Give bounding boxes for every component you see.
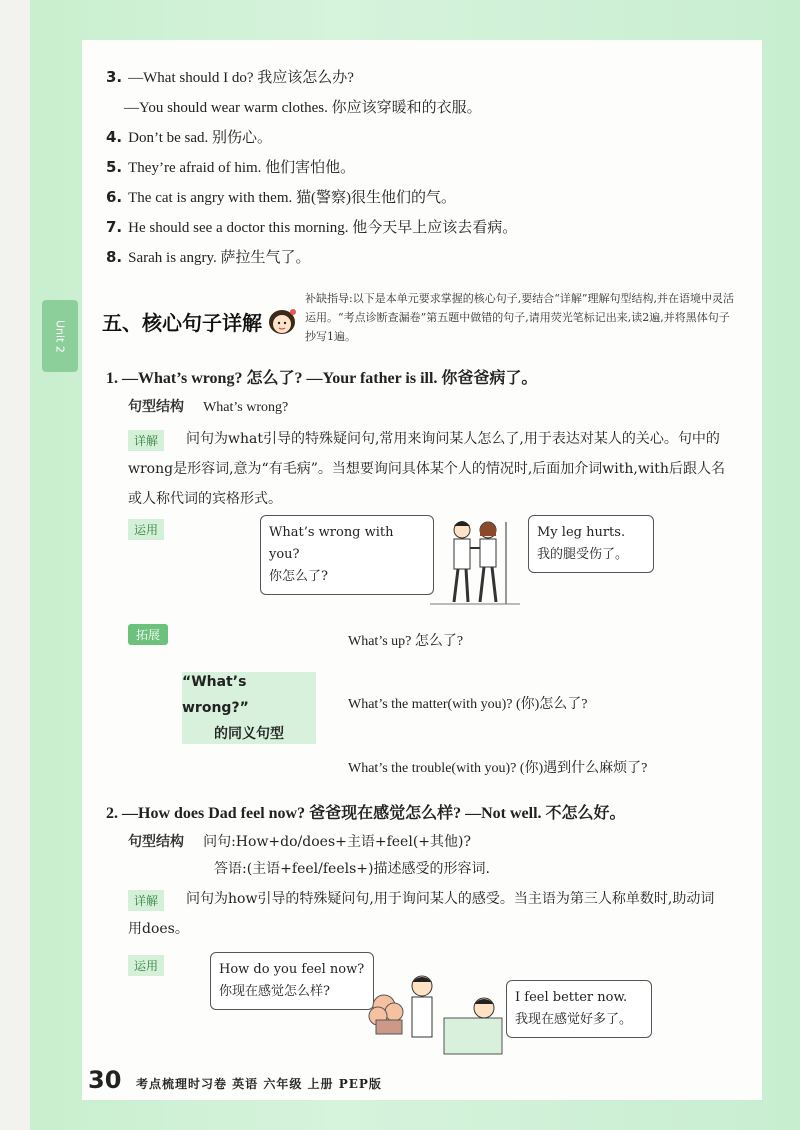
synonym-box — [182, 672, 316, 744]
q2-bubble-left-cn: 你现在感觉怎么样? — [219, 984, 330, 999]
q2-bubble-right-cn: 我现在感觉好多了。 — [515, 1012, 633, 1027]
synonym-box-line2: 的同义句型 — [214, 726, 284, 742]
synonym-1: What’s up? 怎么了? — [348, 634, 464, 649]
visiting-patient-illustration — [364, 968, 504, 1062]
synonym-2: What’s the matter(with you)? (你)怎么了? — [348, 697, 588, 712]
q1-structure-label: 句型结构 — [128, 399, 184, 415]
q2-detail-label: 详解 — [128, 890, 164, 911]
q1-structure: What’s wrong? — [203, 400, 289, 415]
sentence-number: 8. — [106, 248, 123, 266]
sentence-text: The cat is angry with them. 猫(警察)很生他们的气。 — [128, 190, 457, 206]
footer-book-title: 考点梳理时习卷 英语 六年级 上册 PEP版 — [136, 1077, 382, 1091]
boy-girl-injured-leg-illustration — [430, 512, 520, 612]
sentence-text: Don’t be sad. 别伤心。 — [128, 130, 273, 146]
synonym-box-line1: “What’s wrong?” — [182, 674, 249, 716]
q1-bubble-left-cn: 你怎么了? — [269, 569, 328, 584]
sentence-text: He should see a doctor this morning. 他今天早上应该去看病。 — [128, 220, 518, 236]
q1-bubble-right — [528, 515, 654, 573]
sentence-item — [124, 96, 482, 117]
q2-structure-question: 问句:How+do/does+主语+feel(+其他)? — [203, 834, 471, 850]
q2-structure-answer: 答语:(主语+feel/feels+)描述感受的形容词. — [214, 861, 490, 877]
sentence-text: —You should wear warm clothes. 你应该穿暖和的衣服。 — [124, 100, 482, 116]
unit-side-tab: Unit 2 — [42, 300, 78, 372]
q1-usage-label: 运用 — [128, 519, 164, 540]
sentence-number: 5. — [106, 158, 123, 176]
sentence-number: 3. — [106, 68, 123, 86]
sentence-item — [106, 156, 355, 177]
q1-expand-label: 拓展 — [128, 624, 168, 645]
q1-detail: 问句为what引导的特殊疑问句,常用来询问某人怎么了,用于表达对某人的关心。句中的wrong是形容词,意为“有毛病”。当想要询问具体某个人的情况时,后面加介词with,with后跟人名或人称代词的宾格形式。 — [128, 431, 725, 507]
q1-bubble-right-en: My leg hurts. — [537, 525, 626, 540]
sentence-item — [106, 126, 272, 147]
q1-bubble-left — [260, 515, 434, 595]
q2-usage-label: 运用 — [128, 955, 164, 976]
q2-bubble-right — [506, 980, 652, 1038]
sentence-text: Sarah is angry. 萨拉生气了。 — [128, 250, 311, 266]
q1-bubble-left-en: What’s wrong with you? — [269, 525, 394, 562]
q1-heading: 1. —What’s wrong? 怎么了? —Your father is ill. 你爸爸病了。 — [106, 370, 538, 387]
section-title: 五、核心句子详解 — [102, 311, 262, 335]
q1-bubble-right-cn: 我的腿受伤了。 — [537, 547, 629, 562]
sentence-text: They’re afraid of him. 他们害怕他。 — [128, 160, 356, 176]
q2-bubble-left — [210, 952, 374, 1010]
sentence-item — [106, 216, 517, 237]
q2-bubble-left-en: How do you feel now? — [219, 962, 365, 977]
q2-heading: 2. —How does Dad feel now? 爸爸现在感觉怎么样? —Not well. 不怎么好。 — [106, 805, 626, 822]
girl-mascot-icon — [262, 300, 302, 344]
q2-bubble-right-en: I feel better now. — [515, 990, 628, 1005]
sentence-item — [106, 186, 456, 207]
q2-detail: 问句为how引导的特殊疑问句,用于询问某人的感受。当主语为第三人称单数时,助动词用does。 — [128, 891, 715, 937]
q2-structure-label: 句型结构 — [128, 834, 184, 850]
q1-detail-label: 详解 — [128, 430, 164, 451]
sentence-number: 7. — [106, 218, 123, 236]
sentence-text: —What should I do? 我应该怎么办? — [128, 70, 354, 86]
page-number: 30 — [88, 1066, 122, 1094]
study-guide-note: 补缺指导:以下是本单元要求掌握的核心句子,要结合“详解”理解句型结构,并在语境中灵活运用。“考点诊断查漏卷”第五题中做错的句子,请用荧光笔标记出来,读2遍,并将黑体句子抄写1遍。 — [305, 292, 734, 343]
sentence-item — [106, 66, 354, 87]
sentence-number: 4. — [106, 128, 123, 146]
sentence-number: 6. — [106, 188, 123, 206]
sentence-item — [106, 246, 310, 267]
synonym-3: What’s the trouble(with you)? (你)遇到什么麻烦了? — [348, 761, 648, 776]
